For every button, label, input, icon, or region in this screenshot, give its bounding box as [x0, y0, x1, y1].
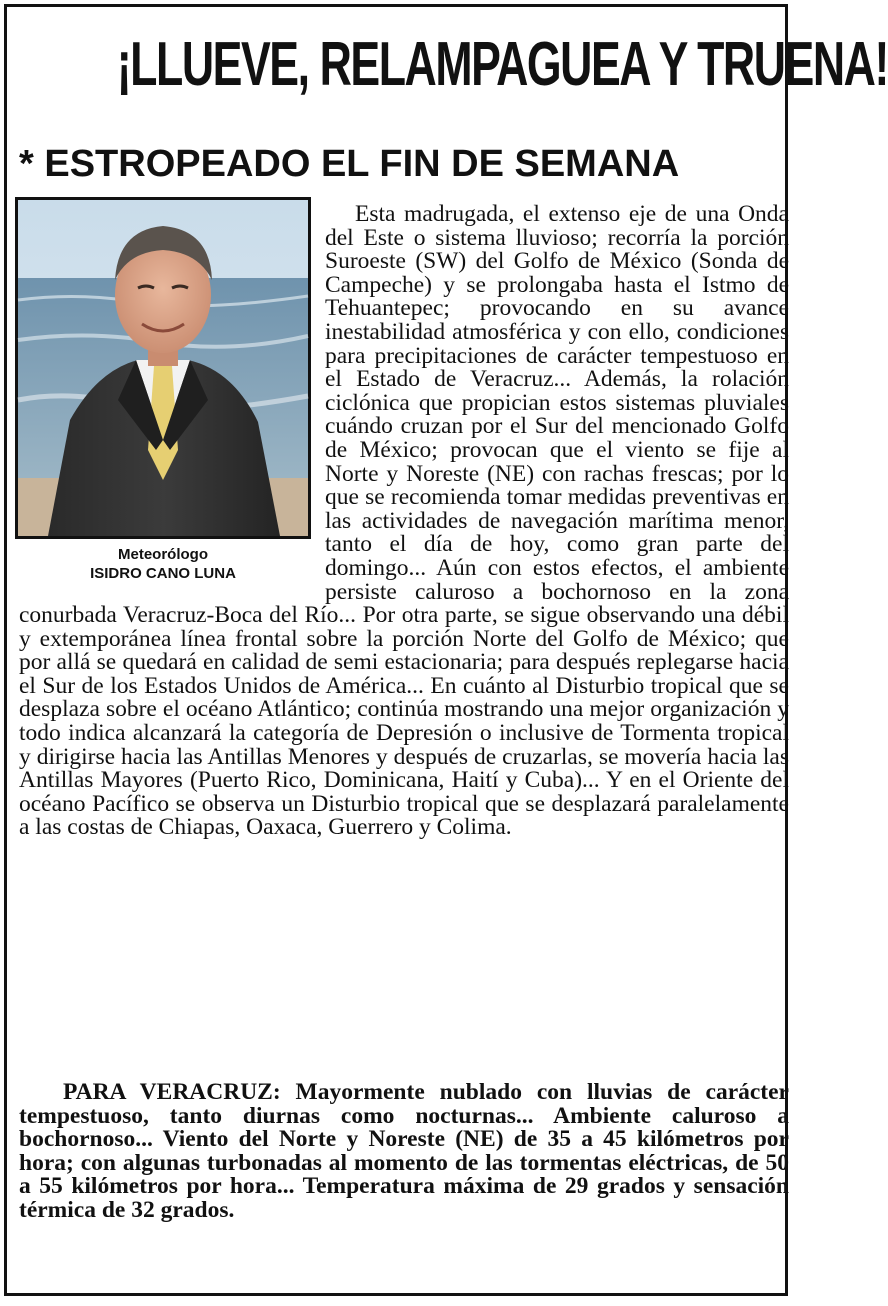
- caption-title: Meteorólogo: [118, 546, 208, 563]
- headline: ¡LLUEVE, RELAMPAGUEA Y TRUENA!: [116, 30, 888, 99]
- subheadline: * ESTROPEADO EL FIN DE SEMANA: [19, 143, 680, 185]
- article-paragraph: Esta madrugada, el extenso eje de una Onda del Este o sistema lluvioso; recorría la porción Suroeste (SW) del Golfo de México (Sonda de Campeche) y se prolongaba hasta el Istmo de Tehuantepec; provocando en su avance inestabilidad atmosférica y con ello, condiciones para precipitaciones de carácter tempestuoso en el Estado de Veracruz... Además, la rolación ciclónica que propician estos sistemas pluviales cuándo cruzan por el Sur del mencionado Golfo de México; provocan que el viento se fije al Norte y Noreste (NE) con rachas frescas; por lo que se recomienda tomar medidas preventivas en las actividades de navegación marítima menor, tanto el día de hoy, como gran parte del domingo... Aún con estos efectos, el ambiente persiste caluroso a bochornoso en la zona conurbada Veracruz-Boca del Río... Por otra parte, se sigue observando una débil y extemporánea línea frontal sobre la porción Norte del Golfo de México; que por allá se quedará en calidad de semi estacionaria; para después replegarse hacia el Sur de los Estados Unidos de América... En cuánto al Disturbio tropical que se desplaza sobre el océano Atlántico; continúa mostrando una mejor organización y todo indica alcanzará la categoría de Depresión o inclusive de Tormenta tropical y dirigirse hacia las Antillas Menores y después de cruzarlas, se movería hacia las Antillas Mayores (Puerto Rico, Dominicana, Haití y Cuba)... Y en el Oriente del océano Pacífico se observa un Disturbio tropical que se desplazará paralelamente a las costas de Chiapas, Oaxaca, Guerrero y Colima.: [19, 201, 789, 841]
- photo-wrap-spacer: [19, 203, 325, 599]
- article-frame: [4, 4, 888, 1296]
- caption-name: ISIDRO CANO LUNA: [90, 565, 236, 582]
- article-body: [19, 203, 789, 840]
- veracruz-forecast: PARA VERACRUZ: Mayormente nublado con lluvias de carácter tempestuoso, tanto diurnas como nocturnas... Ambiente caluroso a bochornoso... Viento del Norte y Noreste (NE) de 35 a 45 kilómetros por hora; con algunas turbonadas al momento de las tormentas eléctricas, de 50 a 55 kilómetros por hora... Temperatura máxima de 29 grados y sensación térmica de 32 grados.: [19, 1079, 789, 1223]
